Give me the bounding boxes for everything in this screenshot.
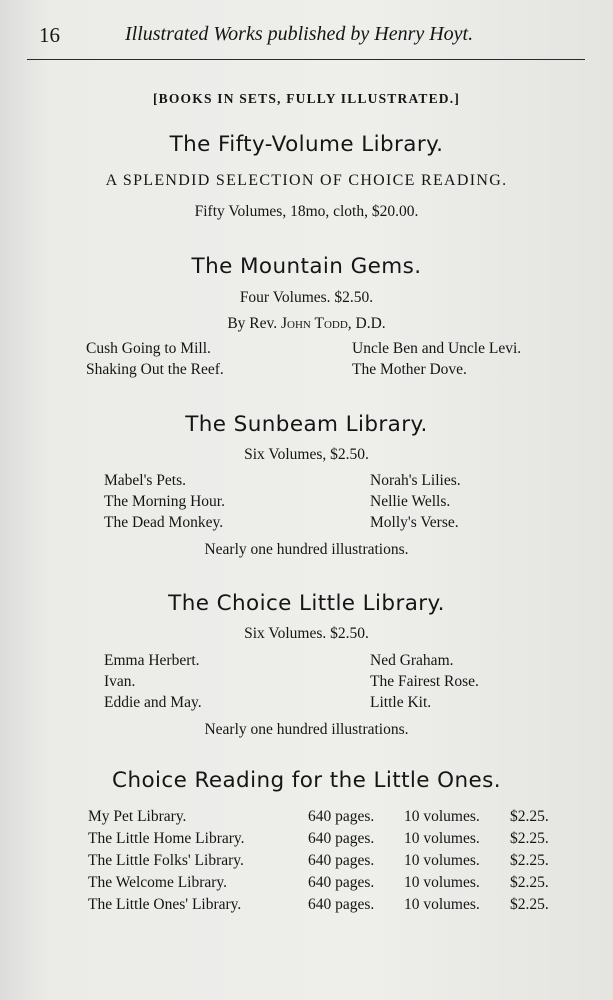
table-row-volumes: 10 volumes. bbox=[404, 830, 480, 847]
table-row-pages: 640 pages. bbox=[308, 852, 375, 869]
list-item: Emma Herbert. bbox=[104, 652, 200, 669]
list-item: Eddie and May. bbox=[104, 694, 202, 711]
fifty-volume-subtitle: A SPLENDID SELECTION OF CHOICE READING. bbox=[105, 172, 508, 189]
fifty-volume-details: Fifty Volumes, 18mo, cloth, $20.00. bbox=[194, 203, 419, 220]
choice-little-note: Nearly one hundred illustrations. bbox=[204, 721, 409, 738]
sunbeam-note: Nearly one hundred illustrations. bbox=[204, 541, 409, 558]
mountain-gems-details: Four Volumes. $2.50. bbox=[239, 289, 374, 306]
author-suffix: , D.D. bbox=[347, 315, 386, 332]
table-row-price: $2.25. bbox=[510, 830, 549, 847]
list-item: Ned Graham. bbox=[370, 652, 454, 669]
table-row-name: The Little Folks' Library. bbox=[88, 852, 244, 869]
list-item: Molly's Verse. bbox=[370, 514, 459, 531]
mountain-gems-title: The Mountain Gems. bbox=[191, 254, 422, 279]
choice-little-title: The Choice Little Library. bbox=[168, 591, 445, 616]
table-row-price: $2.25. bbox=[510, 896, 549, 913]
choice-little-details: Six Volumes. $2.50. bbox=[244, 625, 369, 642]
table-row-name: The Little Home Library. bbox=[88, 830, 245, 847]
running-title: Illustrated Works published by Henry Hoyt. bbox=[125, 23, 474, 45]
running-head bbox=[39, 21, 559, 51]
table-row-volumes: 10 volumes. bbox=[404, 874, 480, 891]
author-name: John Todd bbox=[281, 315, 348, 332]
list-item: The Mother Dove. bbox=[352, 361, 467, 378]
series-heading: [BOOKS IN SETS, FULLY ILLUSTRATED.] bbox=[152, 91, 461, 106]
mountain-gems-author bbox=[0, 315, 613, 333]
sunbeam-details: Six Volumes, $2.50. bbox=[244, 446, 369, 463]
sunbeam-title: The Sunbeam Library. bbox=[185, 412, 428, 437]
table-row-name: The Little Ones' Library. bbox=[88, 896, 242, 913]
list-item: Little Kit. bbox=[370, 694, 432, 711]
table-row-pages: 640 pages. bbox=[308, 874, 375, 891]
little-ones-title: Choice Reading for the Little Ones. bbox=[112, 768, 501, 793]
list-item: The Fairest Rose. bbox=[370, 673, 479, 690]
list-item: Shaking Out the Reef. bbox=[86, 361, 224, 378]
author-prefix: By Rev. bbox=[227, 315, 278, 332]
table-row-price: $2.25. bbox=[510, 874, 549, 891]
table-row-pages: 640 pages. bbox=[308, 896, 375, 913]
list-item: Mabel's Pets. bbox=[104, 472, 187, 489]
table-row-pages: 640 pages. bbox=[308, 830, 375, 847]
list-item: Norah's Lilies. bbox=[370, 472, 461, 489]
table-row-volumes: 10 volumes. bbox=[404, 896, 480, 913]
table-row-price: $2.25. bbox=[510, 808, 549, 825]
list-item: Nellie Wells. bbox=[370, 493, 451, 510]
list-item: The Dead Monkey. bbox=[104, 514, 224, 531]
fifty-volume-title: The Fifty-Volume Library. bbox=[169, 132, 444, 157]
table-row-volumes: 10 volumes. bbox=[404, 808, 480, 825]
header-rule bbox=[27, 59, 585, 60]
list-item: The Morning Hour. bbox=[104, 493, 225, 510]
list-item: Cush Going to Mill. bbox=[86, 340, 211, 357]
page-number: 16 bbox=[39, 23, 60, 47]
list-item: Uncle Ben and Uncle Levi. bbox=[352, 340, 522, 357]
table-row-price: $2.25. bbox=[510, 852, 549, 869]
table-row-name: The Welcome Library. bbox=[88, 874, 228, 891]
table-row-volumes: 10 volumes. bbox=[404, 852, 480, 869]
table-row-name: My Pet Library. bbox=[88, 808, 187, 825]
table-row-pages: 640 pages. bbox=[308, 808, 375, 825]
list-item: Ivan. bbox=[104, 673, 136, 690]
